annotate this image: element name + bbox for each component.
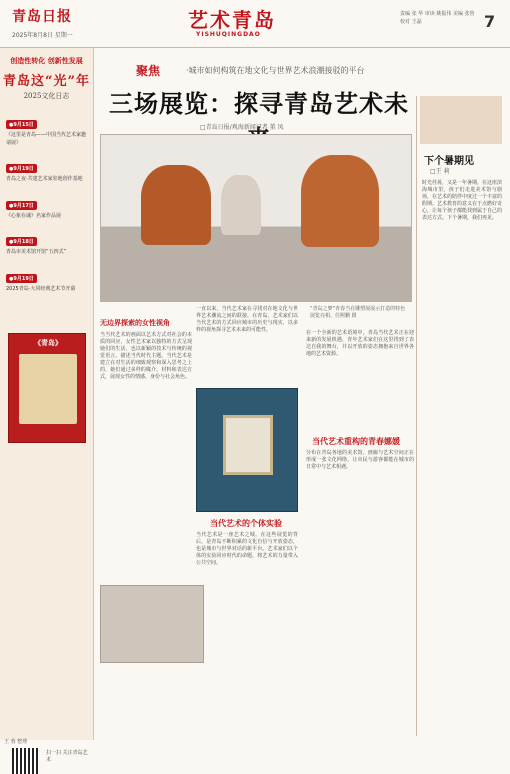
poster-artwork [19, 354, 77, 424]
calendar-item [6, 155, 87, 184]
section-title-en: YISHUQINGDAO [196, 31, 261, 38]
article-body-4 [306, 330, 414, 430]
editor-meta: 责编 张 华 审读 姚振伟 美编 张鲁 校对 王磊 [400, 11, 475, 25]
paragraph: 一直以来，当代艺术家在寻找对在地文化与世界艺术潮流之间的联接。在青岛，艺术家们以当代艺术的方式回应城市的历史与现实，以多样的视角探寻艺术未来的可能性。 [196, 306, 298, 333]
section-heading-2: 当代艺术的个体实验 [210, 518, 282, 528]
article-kicker-sub: ·城市如何构筑在地文化与世界艺术浪潮接驳的平台 [186, 66, 365, 75]
calendar-item [6, 265, 87, 294]
calendar-date: ●9月19日 [6, 164, 37, 173]
article-headline: 三场展览：探寻青岛艺术未 [109, 89, 409, 118]
column-author: □王 莉 [430, 168, 450, 175]
paragraph: 在一个全新的艺术语境中，青岛当代艺术正在迎来新的发展机遇，青年艺术家们在这里找到了表达自我的舞台，并以开放的姿态拥抱来自世界各地的艺术资源。 [306, 330, 414, 357]
sculpture-left [141, 165, 211, 245]
calendar-text: 青岛之夜·共建艺术家驻地创作基地 [6, 176, 83, 182]
page-number: 7 [484, 12, 496, 31]
sculpture-center [221, 175, 261, 235]
sculpture-right [301, 155, 379, 247]
artwork-photo [196, 388, 298, 512]
calendar-text: 《这里是青岛——中国当代艺术家邀请展》 [6, 132, 87, 146]
gallery-photo [100, 585, 204, 663]
exhibition-photo [100, 134, 412, 302]
photo-caption: “青岛之梦”青春当在雕塑展展示打造的特色展览亮相。任熙鹏 摄 [310, 306, 406, 319]
calendar-date: ●9月19日 [6, 274, 37, 283]
article-body-5 [306, 450, 414, 730]
calendar-date: ●9月17日 [6, 201, 37, 210]
sidebar-top-label: 创造性转化 创新性发展 [10, 57, 83, 65]
calendar-item [6, 228, 87, 257]
calendar-text: 2025青岛·大同经典艺术节开幕 [6, 285, 76, 292]
column-sidebar [418, 96, 504, 740]
article-body-2 [196, 306, 298, 386]
event-calendar [6, 111, 87, 293]
column-title: 下个暑期见 [424, 156, 474, 167]
sidebar-title: 青岛这“光”年 [3, 74, 90, 89]
culture-log-sidebar [0, 48, 94, 763]
framed-artwork [223, 415, 273, 475]
section-title: 艺术青岛 [188, 8, 276, 32]
paragraph: 当代艺术是一座艺术之城。在这些展览的背后，是青岛不断积累的文化自信与开放姿态，也是城市与世界对话的新平台。艺术家们以个体的实验回应时代的命题，将艺术的力量带入公共空间。 [196, 532, 298, 566]
calendar-date: ●9月18日 [6, 237, 37, 246]
calendar-item [6, 111, 87, 147]
issue-date: 2025年8月8日 星期一 [12, 32, 73, 39]
section-heading-1: 无边界探索的女性视角 [100, 318, 170, 327]
newspaper-logo: 青岛日报 [12, 9, 72, 25]
calendar-text: 《心象在魂》名家作品展 [6, 212, 62, 219]
column-emblem [420, 96, 502, 144]
calendar-item [6, 192, 87, 221]
sidebar-subtitle: 2025文化日志 [23, 92, 70, 100]
poster-title: 《青岛》 [34, 338, 62, 347]
qr-caption: 扫一扫 关注青岛艺术 [46, 750, 88, 763]
column-body [422, 180, 502, 730]
column-divider [416, 96, 417, 736]
event-poster-image [8, 333, 86, 443]
article-kicker: 聚焦 [136, 64, 161, 78]
sidebar-editor: 王 蓉 整理 [4, 739, 28, 745]
article-body-3 [196, 532, 298, 732]
paragraph: 当当代艺术的画面以艺术方式对社会的本质的回应，女性艺术家以独特的方式呈现她们的生活，也以新颖的技术与传统的视觉语言，描述当代时代主题。当代艺术是建立在对生活的细致观察和深入思考之上的，她们通过多样的媒介、材料和表达方式，展现女性的情感、身份与社会角色。 [100, 332, 192, 380]
article-byline: □青岛日报/观海新闻记者 董 凤 [200, 124, 284, 131]
calendar-date: ●9月15日 [6, 120, 37, 129]
section-heading-3: 当代艺术重构的青春娜媛 [312, 436, 400, 446]
qr-code-icon [12, 748, 38, 774]
masthead [0, 0, 510, 48]
paragraph: 时光荏苒，又是一年暑期。在这座滨海城市里，孩子们走进美术馆与剧场，在艺术的陪伴中度过一个丰富的假期。艺术教育的意义在于点燃好奇心，让每个孩子都能找到属于自己的表达方式。下个暑期，我们再见。 [422, 180, 503, 221]
paragraph: 分布在青岛各地的美术馆、画廊与艺术空间正在形成一张文化网络，让市民与游客都能在城市的日常中与艺术相遇。 [306, 450, 414, 470]
article-body-1 [100, 318, 192, 568]
calendar-text: 青岛市美术馆开馆“五四式” [6, 249, 67, 255]
